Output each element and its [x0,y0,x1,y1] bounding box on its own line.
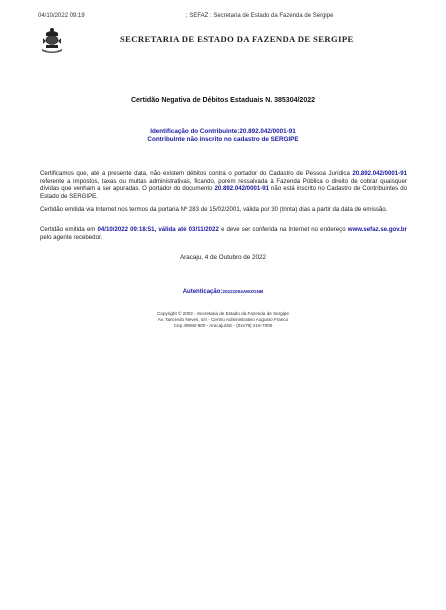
auth-code: 20221004AWZGNB [222,289,264,294]
print-date: 04/10/2022 09:19 [38,13,85,19]
taxpayer-status-line: Contribuinte não inscrito no cadastro de SERGIPE [147,136,299,143]
state-coat-of-arms-icon [40,27,64,55]
print-page-title: ; SEFAZ : Secretaria de Estado da Fazenda de Sergipe [186,13,334,19]
browser-print-header [0,0,446,24]
auth-label: Autenticação: [182,289,223,295]
sefaz-website-link[interactable]: www.sefaz.se.gov.br [347,226,407,233]
taxpayer-identification [0,128,446,144]
valid-until: , válida até 03/11/2022 [154,226,219,233]
cnpj-1: 20.892.042/0001-91 [352,170,407,177]
p1-text-1: Certificamos que, até a presente data, não existem débitos contra o portador do Cadastro de Pessoa Jurídica [40,170,353,177]
p3-text-3: pelo agente recebedor. [40,233,103,241]
copyright-line: Copyright © 2002 - Secretaria de Estado da Fazenda de Sergipe [157,311,289,316]
p3-text-1: Certidão emitida em [40,226,98,233]
taxpayer-id-line: Identificação do Contribuinte:20.892.042/0001-91 [150,128,296,135]
authentication [0,289,446,295]
agency-name: SECRETARIA DE ESTADO DA FAZENDA DE SERGIPE [120,34,354,44]
footer [0,311,446,329]
p1-text-3: não está inscrito no Cadastro de Contribuintes do Estado de SERGIPE. [40,185,407,200]
cnpj-2: 20.892.042/0001-91 [214,185,270,192]
postal-phone-line: Cep 49080-900 - Aracaju/SE - (0xx79) 216-7000 [173,323,273,328]
p1-text-2: referente a impostos, taxas ou multas administrativas, ficando, porém ressalvada à Fazenda Pública o direito de cobrar quaisquer dívidas que venham a ser apuradas. O portador do documento [40,177,407,192]
certification-paragraph [40,170,407,200]
place-and-date: Aracaju, 4 de Outubro de 2022 [179,254,267,261]
validity-paragraph: Certidão emitida via Internet nos termos da portaria Nº 283 de 15/02/2001, válida por 30 (trinta) dias a partir da data de emissão. [40,206,388,213]
p3-text-2: e deve ser conferida na Internet no endereço [218,226,348,233]
certificate-title: Certidão Negativa de Débitos Estaduais N. 385304/2022 [130,97,316,104]
address-line: Av. Tancredo Neves, s/n - Centro Administrativo Augusto Franco [157,317,289,322]
verification-paragraph [40,226,407,241]
issue-datetime: 04/10/2022 09:18:51 [97,226,155,233]
